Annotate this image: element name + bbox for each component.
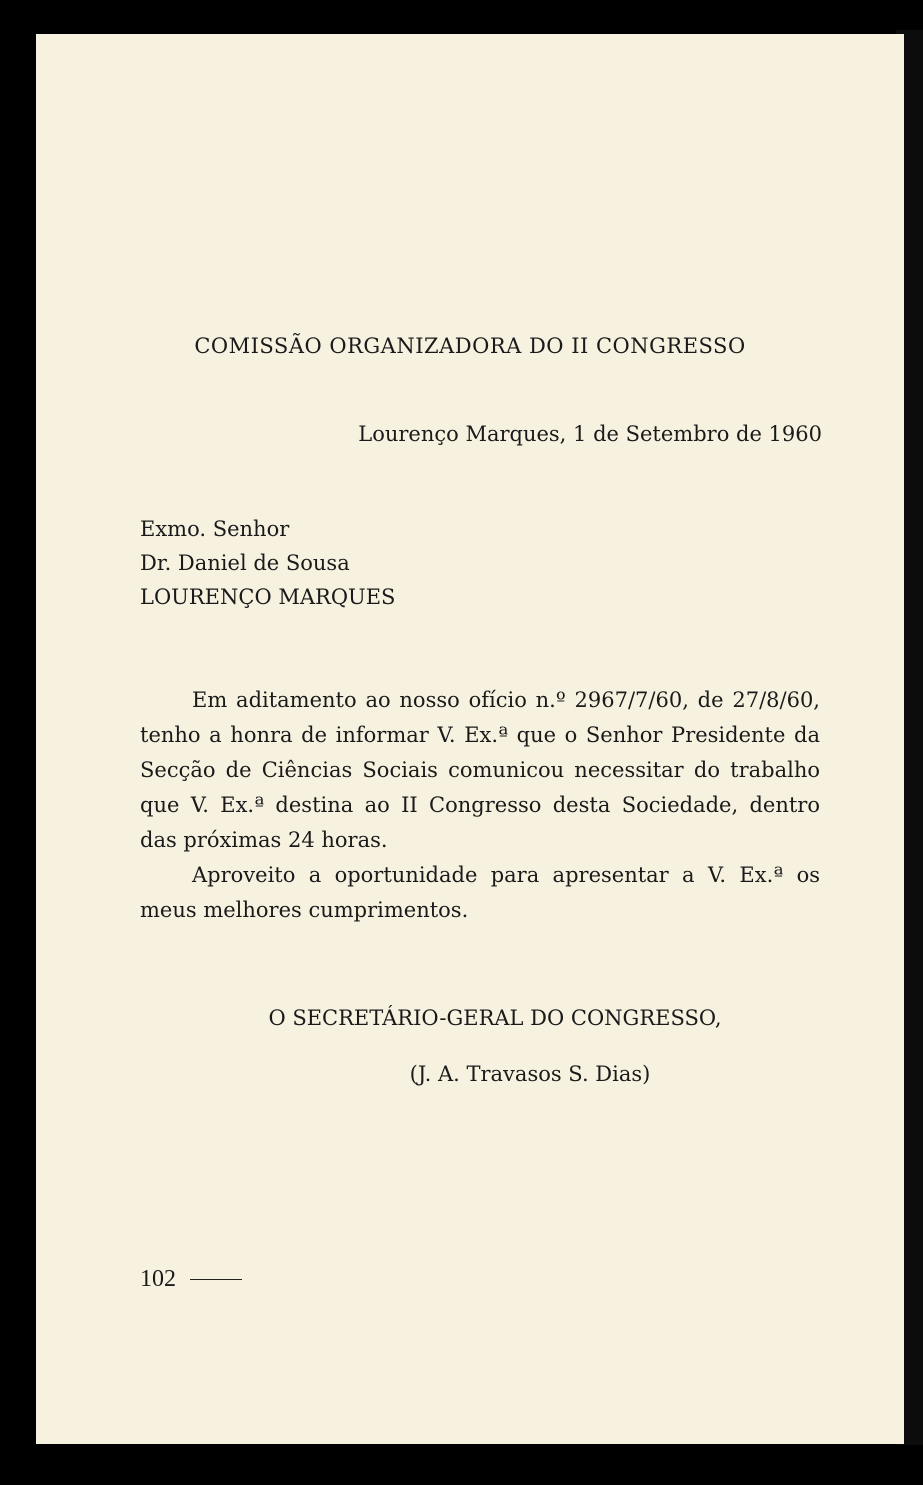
signature-title: O SECRETÁRIO-GERAL DO CONGRESSO, [268,1006,722,1030]
address-line: LOURENÇO MARQUES [140,585,396,609]
page-number-rule [190,1279,242,1280]
date-line: Lourenço Marques, 1 de Setembro de 1960 [358,422,822,446]
paper-page [36,34,904,1444]
signature-name: (J. A. Travasos S. Dias) [409,1062,651,1086]
address-line: Dr. Daniel de Sousa [140,551,350,575]
paragraph: Aproveito a oportunidade para apresentar a V. Ex.ª os meus melhores cumprimentos. [140,863,820,922]
page-number-value: 102 [140,1266,176,1292]
document-heading: COMISSÃO ORGANIZADORA DO II CONGRESSO [194,334,746,358]
paragraph: Em aditamento ao nosso ofício n.º 2967/7/60, de 27/8/60, tenho a honra de informar V. Ex.ª que o Senhor Presidente da Secção de Ciências Sociais comunicou necessitar do trabalho que V. Ex.ª destina ao II Congresso desta Sociedade, dentro das próximas 24 horas. [140,688,820,852]
page-number [140,1266,242,1293]
recipient-address [140,512,395,614]
address-line: Exmo. Senhor [140,517,290,541]
letter-body [140,683,820,928]
